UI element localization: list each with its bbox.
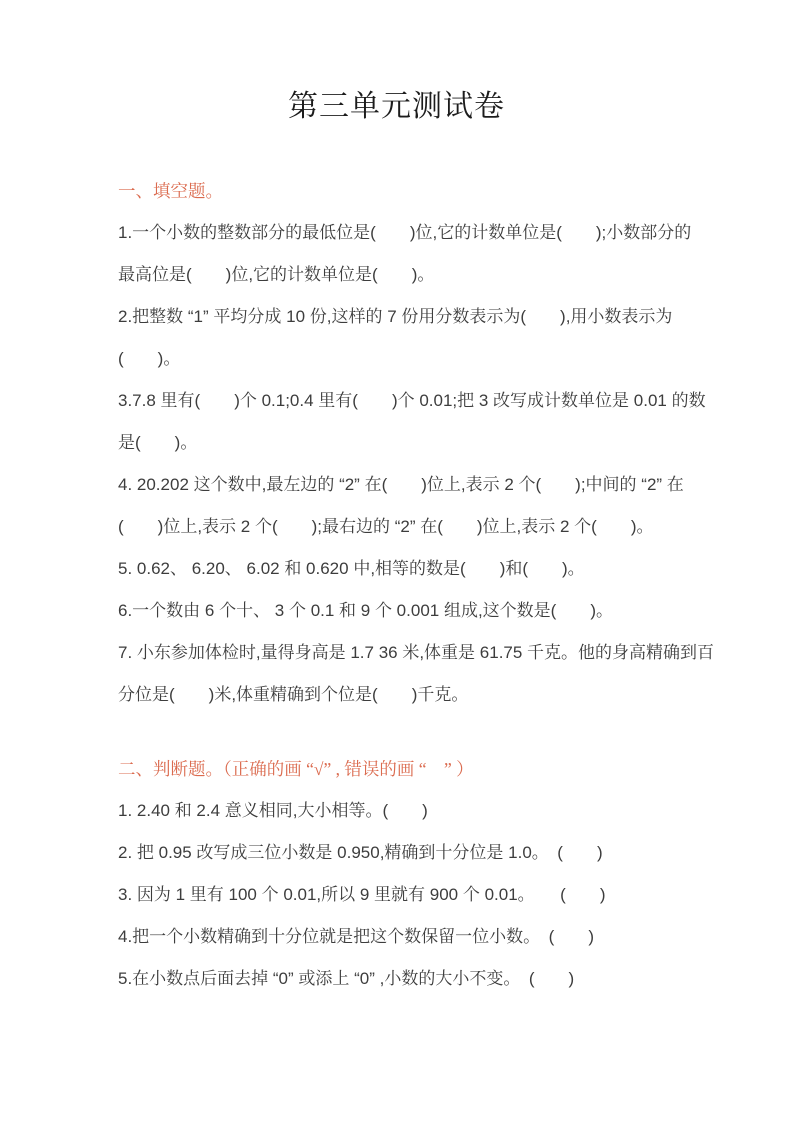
question-line: 分位是( )米,体重精确到个位是( )千克。 <box>118 685 469 704</box>
question-line: 3.7.8 里有( )个 0.1;0.4 里有( )个 0.01;把 3 改写成计数单位是 0.01 的数 <box>118 391 706 410</box>
question-line: 1.一个小数的整数部分的最低位是( )位,它的计数单位是( );小数部分的 <box>118 223 692 242</box>
question-line: 2.把整数 “1” 平均分成 10 份,这样的 7 份用分数表示为( ),用小数表示为 <box>118 307 673 326</box>
question-line: 2. 把 0.95 改写成三位小数是 0.950,精确到十分位是 1.0。 ( ) <box>118 843 603 862</box>
question-line: 是( )。 <box>118 433 198 452</box>
question-line: 3. 因为 1 里有 100 个 0.01,所以 9 里就有 900 个 0.01。 ( ) <box>118 885 606 904</box>
question-line: 4. 20.202 这个数中,最左边的 “2” 在( )位上,表示 2 个( );中间的 “2” 在 <box>118 475 684 494</box>
page-title: 第三单元测试卷 <box>288 90 505 123</box>
section-heading: 一、填空题。 <box>118 181 223 201</box>
question-line: ( )。 <box>118 349 181 368</box>
section-true-false <box>118 748 703 1000</box>
question-line: 7. 小东参加体检时,量得身高是 1.7 36 米,体重是 61.75 千克。他的身高精确到百 <box>118 643 715 662</box>
question-line: 6.一个数由 6 个十、 3 个 0.1 和 9 个 0.001 组成,这个数是( )。 <box>118 601 613 620</box>
question-line: 5. 0.62、 6.20、 6.02 和 0.620 中,相等的数是( )和( )。 <box>118 559 585 578</box>
section-fill-in-blanks <box>118 170 715 716</box>
question-line: ( )位上,表示 2 个( );最右边的 “2” 在( )位上,表示 2 个( )。 <box>118 517 654 536</box>
question-line: 4.把一个小数精确到十分位就是把这个数保留一位小数。 ( ) <box>118 927 594 946</box>
section-heading: 二、判断题。（正确的画 “√” , 错误的画 “ ” ） <box>118 759 474 779</box>
question-line: 5.在小数点后面去掉 “0” 或添上 “0” ,小数的大小不变。 ( ) <box>118 969 575 988</box>
document-content <box>0 170 793 1000</box>
question-line: 最高位是( )位,它的计数单位是( )。 <box>118 265 435 284</box>
question-line: 1. 2.40 和 2.4 意义相同,大小相等。( ) <box>118 801 428 820</box>
